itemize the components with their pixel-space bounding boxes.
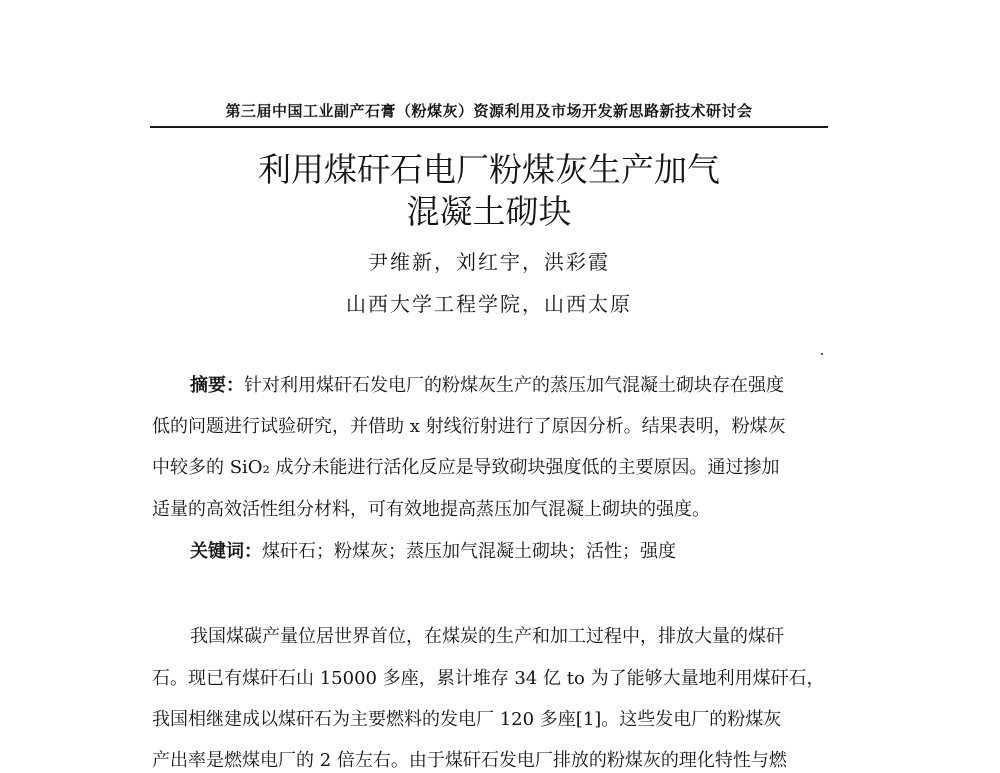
paper-affiliation: 山西大学工程学院，山西太原: [346, 292, 632, 316]
paper-title-line-1: 利用煤矸石电厂粉煤灰生产加气: [258, 150, 720, 189]
keywords-line: [152, 540, 866, 564]
running-header: 第三届中国工业副产石膏（粉煤灰）资源利用及市场开发新思路新技术研讨会: [225, 102, 753, 120]
paper-title-line-2: 混凝土砌块: [406, 192, 572, 231]
abstract-line-3: 中较多的 SiO₂ 成分未能进行活化反应是导致砌块强度低的主要原因。通过掺加: [152, 457, 780, 478]
abstract-line-2: 低的问题进行试验研究，并借助 x 射线衍射进行了原因分析。结果表明，粉煤灰: [152, 416, 786, 437]
body-line-4: 产出率是燃煤电厂的 2 倍左右。由于煤矸石发电厂排放的粉煤灰的理化特性与燃: [152, 750, 787, 771]
body-line-2: 石。现已有煤矸石山 15000 多座，累计堆存 34 亿 to 为了能够大量地利用煤矸石，: [152, 668, 825, 689]
header-rule: [150, 126, 828, 128]
scan-speck: [821, 353, 823, 355]
keywords-label: 关键词：: [190, 541, 262, 562]
abstract-text: 针对利用煤矸石发电厂的粉煤灰生产的蒸压加气混凝土砌块存在强度: [244, 375, 784, 396]
body-line-1: 我国煤碳产量位居世界首位，在煤炭的生产和加工过程中，排放大量的煤矸: [190, 626, 784, 647]
keywords-text: 煤矸石；粉煤灰；蒸压加气混凝土砌块；活性；强度: [262, 541, 676, 562]
paper-authors: 尹维新，刘红宇，洪彩霞: [368, 250, 610, 274]
abstract-line-1: [152, 374, 866, 398]
body-line-3: 我国相继建成以煤矸石为主要燃料的发电厂 120 多座[1]。这些发电厂的粉煤灰: [152, 709, 782, 730]
abstract-line-4: 适量的高效活性组分材料，可有效地提高蒸压加气混凝上砌块的强度。: [152, 499, 710, 520]
abstract-label: 摘要：: [190, 375, 244, 396]
